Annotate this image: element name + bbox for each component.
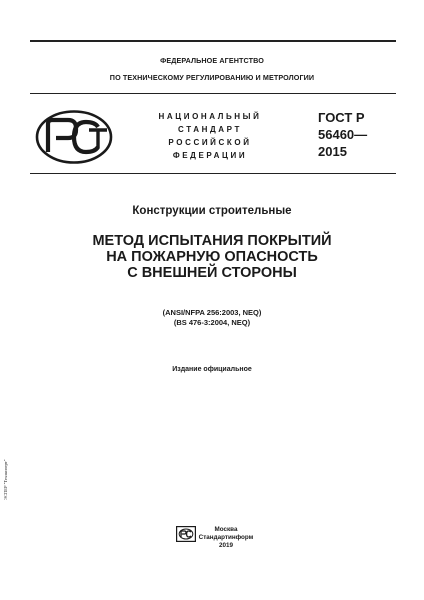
side-watermark-note: ЭСПЕР "Техэксперт" <box>3 459 8 500</box>
national-line: ФЕДЕРАЦИИ <box>172 151 248 160</box>
reference-line: (ANSI/NFPA 256:2003, NEQ) <box>162 308 262 317</box>
national-line: РОССИЙСКОЙ <box>168 138 252 147</box>
standard-divider <box>30 173 396 174</box>
reference-line: (BS 476-3:2004, NEQ) <box>173 318 251 327</box>
title-line: НА ПОЖАРНУЮ ОПАСНОСТЬ <box>106 249 318 265</box>
agency-line-1: ФЕДЕРАЛЬНОЕ АГЕНТСТВО <box>160 56 264 65</box>
title-line: С ВНЕШНЕЙ СТОРОНЫ <box>127 265 297 281</box>
gost-line: ГОСТ Р <box>318 110 365 125</box>
document-subtitle: Конструкции строительные <box>132 205 292 217</box>
gost-r-logo-icon <box>34 108 114 166</box>
top-rule <box>30 40 396 42</box>
document-title <box>0 233 424 281</box>
publisher-info <box>196 526 256 550</box>
national-line: НАЦИОНАЛЬНЫЙ <box>158 112 262 121</box>
header-divider <box>30 93 396 94</box>
gost-line: 56460— <box>318 127 368 142</box>
gost-number <box>318 109 367 160</box>
national-line: СТАНДАРТ <box>178 125 242 134</box>
gost-line: 2015 <box>318 144 347 159</box>
agency-line-2: ПО ТЕХНИЧЕСКОМУ РЕГУЛИРОВАНИЮ И МЕТРОЛОГИИ <box>109 73 315 82</box>
publisher-name: Стандартинформ <box>198 534 254 541</box>
edition-label: Издание официальное <box>172 366 252 373</box>
standartinform-logo-icon <box>176 526 196 542</box>
national-standard-label <box>150 110 270 162</box>
publisher-city: Москва <box>214 526 238 533</box>
standard-references <box>0 308 424 328</box>
title-line: МЕТОД ИСПЫТАНИЯ ПОКРЫТИЙ <box>92 233 332 249</box>
publisher-year: 2019 <box>218 542 233 549</box>
